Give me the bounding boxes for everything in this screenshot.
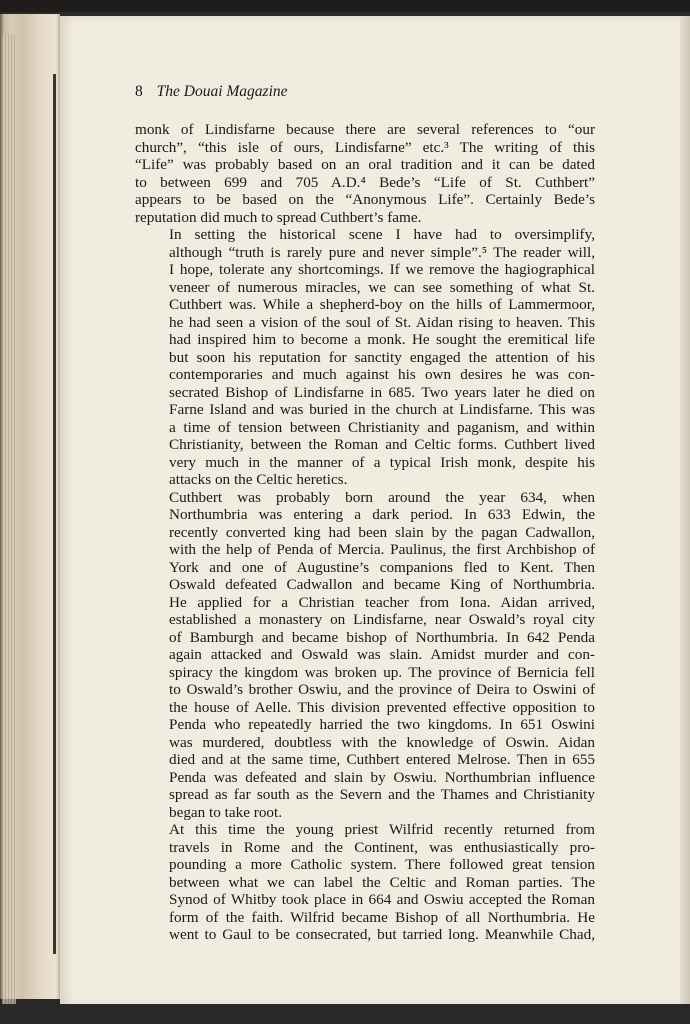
page-edge-stripes	[2, 34, 16, 1009]
paragraph	[135, 489, 595, 822]
text-line: attacks on the Celtic heretics.	[169, 471, 348, 488]
paragraph	[135, 226, 595, 489]
text-line: very much in the manner of a typical Irish monk, despite his	[169, 453, 595, 471]
text-line: of Bamburgh and became bishop of Northumbria. In 642 Penda	[169, 628, 595, 646]
text-line: He applied for a Christian teacher from Iona. Aidan arrived,	[169, 593, 595, 611]
text-line: In setting the historical scene I have had to oversimplify,	[169, 226, 595, 243]
scan-bottom-border	[0, 1004, 690, 1024]
text-line: Cuthbert was probably born around the year 634, when	[169, 488, 595, 506]
text-line: I hope, tolerate any shortcomings. If we remove the hagiographical	[169, 261, 595, 278]
text-line: had inspired him to become a monk. He sought the eremitical life	[169, 331, 595, 348]
page-right-edge	[680, 16, 690, 1006]
text-line: to between 699 and 705 A.D.⁴ Bede’s “Life of St. Cuthbert”	[135, 173, 595, 191]
text-line: recently converted king had been slain by the pagan Cadwallon,	[169, 523, 595, 541]
text-line: reputation did much to spread Cuthbert’s fame.	[135, 208, 422, 226]
text-line: appears to be based on the “Anonymous Life”. Certainly Bede’s	[135, 191, 595, 208]
text-line: monk of Lindisfarne because there are several references to “our	[135, 121, 595, 138]
paragraph	[135, 121, 595, 226]
scan-top-border	[0, 0, 690, 12]
text-line: “Life” was probably based on an oral tradition and it can be dated	[135, 156, 595, 173]
text-line: secrated Bishop of Lindisfarne in 685. Two years later he died on	[169, 383, 595, 401]
text-line: Oswald defeated Cadwallon and became King of Northumbria.	[169, 576, 595, 593]
text-line: but soon his reputation for sanctity engaged the attention of his	[169, 348, 595, 366]
text-line: began to take root.	[169, 803, 283, 821]
running-title: The Douai Magazine	[156, 83, 288, 100]
text-line: Christianity, between the Roman and Celtic forms. Cuthbert lived	[169, 436, 595, 453]
text-line: form of the faith. Wilfrid became Bishop of all Northumbria. He	[169, 908, 595, 926]
text-line: a time of tension between Christianity and paganism, and within	[169, 418, 595, 436]
text-line: spread as far south as the Severn and the Thames and Christianity	[169, 786, 595, 803]
text-line: with the help of Penda of Mercia. Paulinus, the first Archbishop of	[169, 541, 595, 558]
text-line: spiracy the kingdom was broken up. The province of Bernicia fell	[169, 663, 595, 681]
text-line: established a monastery on Lindisfarne, near Oswald’s royal city	[169, 611, 595, 628]
text-line: although “truth is rarely pure and never simple”.⁵ The reader will,	[169, 243, 595, 261]
page-edge-shadow	[53, 74, 56, 954]
text-line: Penda was defeated and slain by Oswiu. Northumbrian influence	[169, 768, 595, 786]
text-line: again attacked and Oswald was slain. Amidst murder and con-	[169, 646, 595, 663]
text-line: church”, “this isle of ours, Lindisfarne” etc.³ The writing of this	[135, 138, 595, 156]
text-line: At this time the young priest Wilfrid recently returned from	[169, 821, 595, 838]
text-line: Cuthbert was. While a shepherd-boy on the hills of Lammermoor,	[169, 296, 595, 313]
text-line: pounding a more Catholic system. There followed great tension	[169, 856, 595, 873]
text-line: travels in Rome and the Continent, was enthusiastically pro-	[169, 838, 595, 856]
book-page-edges	[0, 14, 60, 999]
text-line: died and at the same time, Cuthbert entered Melrose. Then in 655	[169, 751, 595, 768]
running-header	[135, 83, 288, 101]
text-line: he had seen a vision of the soul of St. Aidan rising to heaven. This	[169, 313, 595, 331]
text-line: Farne Island and was buried in the church at Lindisfarne. This was	[169, 401, 595, 418]
text-line: the house of Aelle. This division prevented effective opposition to	[169, 698, 595, 716]
text-line: veneer of numerous miracles, we can see something of what St.	[169, 278, 595, 296]
text-line: York and one of Augustine’s companions fled to Kent. Then	[169, 558, 595, 576]
paragraph	[135, 821, 595, 944]
text-line: was murdered, doubtless with the knowledge of Oswin. Aidan	[169, 733, 595, 751]
body-text	[135, 121, 595, 944]
text-line: went to Gaul to be consecrated, but tarried long. Meanwhile Chad,	[169, 926, 595, 943]
text-line: contemporaries and much against his own desires he was con-	[169, 366, 595, 383]
page-number: 8	[135, 83, 143, 100]
text-line: Penda who repeatedly harried the two kingdoms. In 651 Oswini	[169, 716, 595, 733]
text-line: between what we can label the Celtic and Roman parties. The	[169, 873, 595, 891]
text-line: Synod of Whitby took place in 664 and Oswiu accepted the Roman	[169, 891, 595, 908]
text-line: to Oswald’s brother Oswiu, and the province of Deira to Oswini of	[169, 681, 595, 698]
text-line: Northumbria was entering a dark period. In 633 Edwin, the	[169, 506, 595, 523]
